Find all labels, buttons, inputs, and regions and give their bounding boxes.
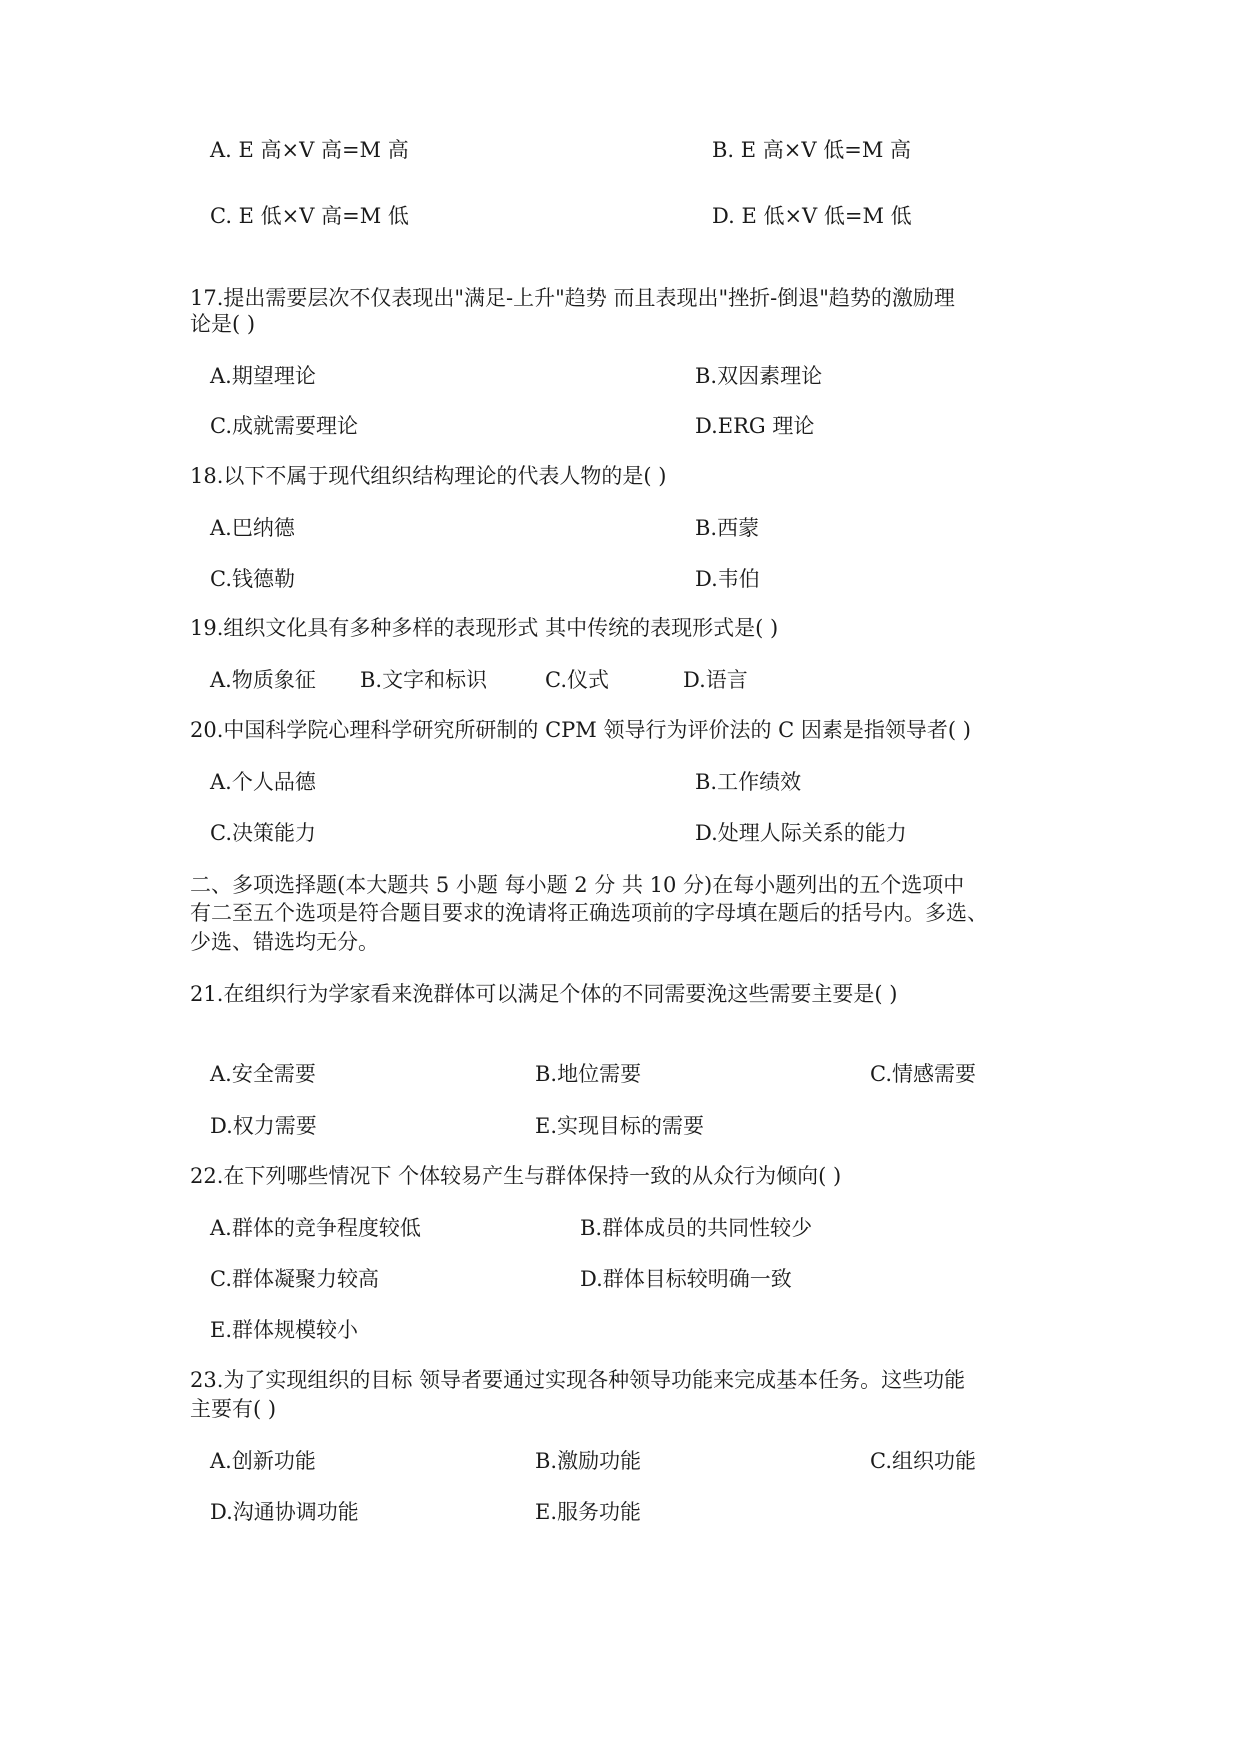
q20-option-d: D.处理人际关系的能力: [695, 821, 907, 845]
q23-stem-line1: 23.为了实现组织的目标 领导者要通过实现各种领导功能来完成基本任务。这些功能: [190, 1368, 966, 1392]
q18-option-a: A.巴纳德: [210, 516, 295, 540]
q20-option-b: B.工作绩效: [695, 770, 802, 794]
q21-option-d: D.权力需要: [210, 1114, 317, 1138]
q19-option-d: D.语言: [683, 668, 748, 692]
q16-option-c: C. E 低×V 高=M 低: [210, 204, 409, 228]
section2-heading-line3: 少选、错选均无分。: [190, 930, 379, 954]
q20-option-c: C.决策能力: [210, 821, 316, 845]
q17-option-c: C.成就需要理论: [210, 414, 358, 438]
q20-option-a: A.个人品德: [210, 770, 316, 794]
q18-option-d: D.韦伯: [695, 567, 760, 591]
q17-option-b: B.双因素理论: [695, 364, 823, 388]
q18-stem: 18.以下不属于现代组织结构理论的代表人物的是( ): [190, 464, 667, 488]
q18-option-b: B.西蒙: [695, 516, 760, 540]
q23-option-a: A.创新功能: [210, 1449, 316, 1473]
section2-heading-line2: 有二至五个选项是符合题目要求的浼请将正确选项前的字母填在题后的括号内。多选、: [190, 901, 988, 925]
q23-option-e: E.服务功能: [535, 1500, 642, 1524]
q23-option-d: D.沟通协调功能: [210, 1500, 359, 1524]
q17-option-a: A.期望理论: [210, 364, 316, 388]
q20-stem: 20.中国科学院心理科学研究所研制的 CPM 领导行为评价法的 C 因素是指领导者( ): [190, 718, 971, 742]
q22-option-e: E.群体规模较小: [210, 1318, 359, 1342]
section2-heading-line1: 二、多项选择题(本大题共 5 小题 每小题 2 分 共 10 分)在每小题列出的五个选项中: [190, 873, 965, 897]
q18-option-c: C.钱德勒: [210, 567, 295, 591]
q21-option-c: C.情感需要: [870, 1062, 976, 1086]
q17-option-d: D.ERG 理论: [695, 414, 815, 438]
q23-stem-line2: 主要有( ): [190, 1397, 277, 1421]
q17-stem-line2: 论是( ): [190, 312, 256, 336]
q16-option-a: A. E 高×V 高=M 高: [210, 138, 409, 162]
q16-option-d: D. E 低×V 低=M 低: [712, 204, 912, 228]
q21-option-e: E.实现目标的需要: [535, 1114, 705, 1138]
q21-option-b: B.地位需要: [535, 1062, 642, 1086]
q23-option-c: C.组织功能: [870, 1449, 976, 1473]
q22-option-c: C.群体凝聚力较高: [210, 1267, 379, 1291]
q19-stem: 19.组织文化具有多种多样的表现形式 其中传统的表现形式是( ): [190, 616, 779, 640]
q19-option-b: B.文字和标识: [360, 668, 488, 692]
q21-option-a: A.安全需要: [210, 1062, 316, 1086]
q22-option-a: A.群体的竞争程度较低: [210, 1216, 421, 1240]
q22-option-b: B.群体成员的共同性较少: [580, 1216, 813, 1240]
q19-option-c: C.仪式: [545, 668, 609, 692]
q16-option-b: B. E 高×V 低=M 高: [712, 138, 911, 162]
q17-stem-line1: 17.提出需要层次不仅表现出"满足-上升"趋势 而且表现出"挫折-倒退"趋势的激励理: [190, 286, 955, 310]
q21-stem: 21.在组织行为学家看来浼群体可以满足个体的不同需要浼这些需要主要是( ): [190, 982, 898, 1006]
q23-option-b: B.激励功能: [535, 1449, 642, 1473]
q19-option-a: A.物质象征: [210, 668, 316, 692]
q22-option-d: D.群体目标较明确一致: [580, 1267, 792, 1291]
q22-stem: 22.在下列哪些情况下 个体较易产生与群体保持一致的从众行为倾向( ): [190, 1164, 842, 1188]
